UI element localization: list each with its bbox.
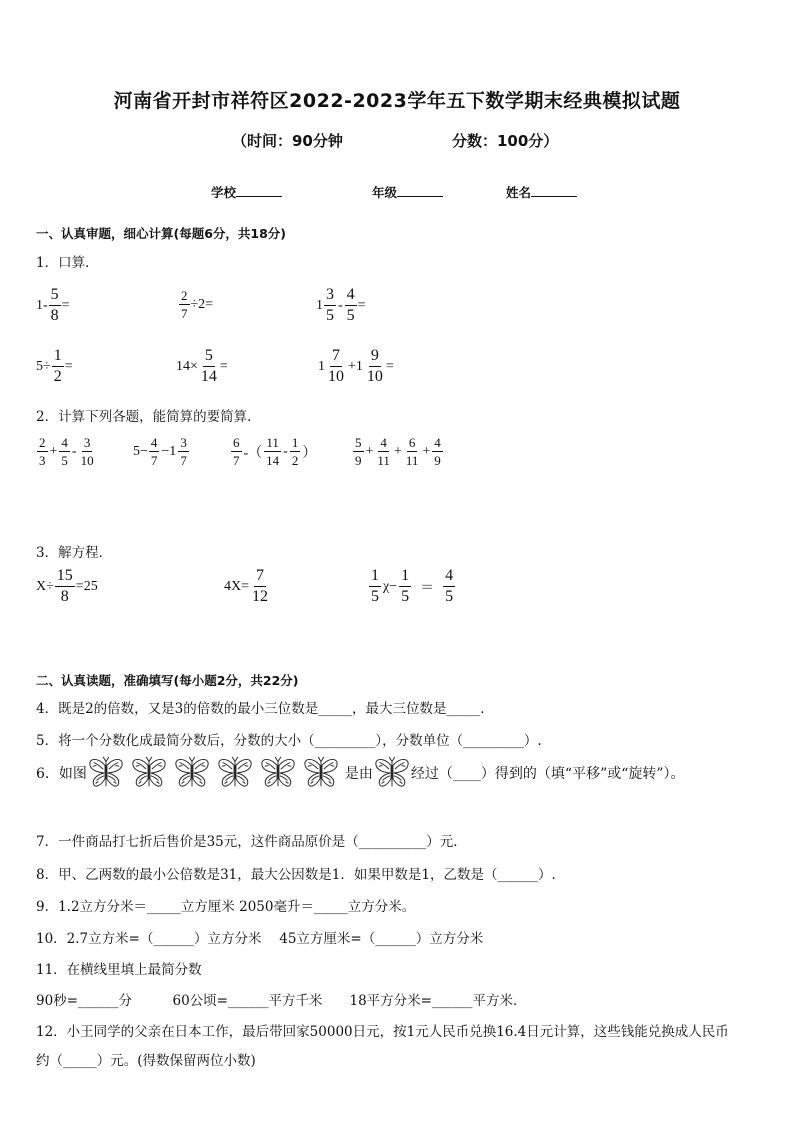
grade-field bbox=[372, 183, 443, 201]
q2c-n3: 1 bbox=[291, 435, 299, 450]
q1c-fraction2 bbox=[345, 287, 357, 324]
section2-heading: 二、认真读题，准确填写(每小题2分，共22分) bbox=[36, 673, 299, 688]
q2a-d3: 10 bbox=[80, 453, 94, 468]
q6-prefix: 6．如图 bbox=[36, 766, 87, 782]
q3b-fraction bbox=[250, 568, 270, 605]
q1d-tail: = bbox=[64, 358, 73, 374]
q1f-num2: 9 bbox=[369, 348, 381, 367]
q1c-op: - bbox=[338, 297, 343, 313]
q3c-d3: 5 bbox=[445, 588, 454, 605]
grade-label: 年级 bbox=[372, 185, 398, 200]
q2-item-c bbox=[230, 436, 317, 467]
q3c-f2 bbox=[399, 568, 411, 605]
q2c-d2: 14 bbox=[266, 453, 280, 468]
q2-item-a bbox=[36, 436, 97, 467]
q1-item-c bbox=[316, 287, 366, 324]
question-3: 3．解方程． bbox=[36, 545, 113, 561]
q1c-num2: 4 bbox=[345, 287, 357, 306]
q3a-tail: =25 bbox=[75, 578, 98, 594]
question-9: 9．1.2立方分米＝_____立方厘米 2050毫升＝_____立方分米。 bbox=[36, 899, 416, 915]
q2d-o3: + bbox=[422, 443, 431, 459]
q3c-n2: 1 bbox=[399, 568, 411, 587]
q1b-den: 7 bbox=[181, 306, 188, 321]
q2b-d1: 7 bbox=[150, 453, 158, 468]
q1f-fraction2 bbox=[365, 348, 385, 385]
q1a-whole: 1- bbox=[36, 297, 48, 313]
q1-item-a bbox=[36, 287, 70, 324]
q2c-f1 bbox=[231, 436, 242, 467]
q1-item-d bbox=[36, 348, 73, 385]
butterfly-icon bbox=[173, 754, 211, 792]
section1-heading: 一、认真审题，细心计算(每题6分，共18分) bbox=[36, 226, 287, 241]
q3c-n1: 1 bbox=[369, 568, 381, 587]
q3-item-a bbox=[36, 568, 98, 605]
question-4: 4．既是2的倍数，又是3的倍数的最小三位数是_____，最大三位数是_____． bbox=[36, 701, 494, 717]
q1a-tail: = bbox=[61, 297, 70, 313]
q2a-f3 bbox=[79, 436, 96, 467]
q6-mid: 是由 bbox=[344, 766, 373, 782]
q2a-n3: 3 bbox=[83, 435, 91, 450]
q1b-num: 2 bbox=[181, 288, 188, 303]
q3c-f3 bbox=[443, 568, 455, 605]
q1f-fraction1 bbox=[326, 348, 346, 385]
q2-item-b bbox=[133, 436, 190, 467]
q3b-num: 7 bbox=[254, 568, 266, 587]
q6-suffix: 经过（____）得到的（填“平移”或“旋转”）。 bbox=[410, 766, 685, 782]
q1b-fraction bbox=[179, 289, 190, 320]
q1e-den: 14 bbox=[200, 368, 217, 385]
school-field bbox=[211, 183, 282, 201]
q1e-fraction bbox=[199, 348, 219, 385]
q2d-n1: 5 bbox=[355, 435, 362, 450]
question-12-line1: 12．小王同学的父亲在日本工作，最后带回家50000日元，按1元人民币兑换16.4日元计算，这些钱能兑换成人民币 bbox=[36, 1024, 729, 1040]
q1c-den2: 5 bbox=[346, 307, 355, 324]
q3a-fraction bbox=[55, 568, 75, 605]
question-5: 5．将一个分数化成最简分数后，分数的大小（_________），分数单位（_________）. bbox=[36, 733, 542, 749]
q1c-den1: 5 bbox=[326, 307, 334, 324]
q1d-fraction bbox=[52, 348, 64, 385]
butterfly-icon bbox=[373, 754, 411, 792]
name-field bbox=[506, 183, 577, 201]
q1-item-f bbox=[318, 348, 394, 385]
school-label: 学校 bbox=[211, 185, 237, 200]
q1d-den: 2 bbox=[53, 368, 62, 385]
q3c-d2: 5 bbox=[401, 588, 410, 605]
q2c-o1: -（ bbox=[243, 445, 263, 461]
q3c-d1: 5 bbox=[371, 588, 379, 605]
q1f-num1: 7 bbox=[330, 348, 342, 367]
q2b-f2 bbox=[178, 436, 189, 467]
q3c-op: χ− bbox=[383, 578, 398, 594]
q2c-f3 bbox=[290, 436, 301, 467]
q2d-d2: 11 bbox=[377, 453, 390, 468]
q1a-num: 5 bbox=[49, 287, 61, 306]
q2b-f1 bbox=[149, 436, 160, 467]
q1a-den: 8 bbox=[50, 307, 59, 324]
exam-score: 分数：100分） bbox=[452, 132, 559, 150]
butterfly-row bbox=[87, 754, 345, 792]
butterfly-icon bbox=[216, 754, 254, 792]
q2c-d1: 7 bbox=[233, 453, 240, 468]
q3a-den: 8 bbox=[60, 588, 69, 605]
q2a-n2: 4 bbox=[61, 435, 68, 450]
q3b-den: 12 bbox=[252, 588, 269, 605]
q1c-tail: = bbox=[357, 297, 366, 313]
q3c-eq: ＝ bbox=[420, 580, 435, 596]
q2d-d1: 9 bbox=[355, 453, 362, 468]
q1d-whole: 5÷ bbox=[36, 358, 51, 374]
q1f-op: +1 bbox=[348, 358, 363, 374]
grade-blank[interactable] bbox=[397, 184, 443, 197]
q2a-d1: 3 bbox=[39, 453, 46, 468]
butterfly-icon bbox=[87, 754, 125, 792]
q1d-num: 1 bbox=[52, 348, 64, 367]
q2c-n1: 6 bbox=[233, 435, 240, 450]
q1f-whole: 1 bbox=[318, 358, 325, 374]
q2d-f4 bbox=[432, 436, 443, 467]
q1e-whole: 14× bbox=[176, 358, 198, 374]
q2a-f1 bbox=[37, 436, 48, 467]
question-1: 1．口算． bbox=[36, 255, 99, 271]
page-title: 河南省开封市祥符区2022-2023学年五下数学期末经典模拟试题 bbox=[113, 90, 681, 112]
q1c-whole: 1 bbox=[316, 297, 323, 313]
q1b-tail: ÷2= bbox=[190, 296, 214, 312]
q2d-d3: 11 bbox=[405, 453, 419, 468]
q2d-n2: 4 bbox=[380, 435, 387, 450]
name-label: 姓名 bbox=[506, 185, 532, 200]
question-11: 11．在横线里填上最简分数 bbox=[36, 962, 202, 978]
q2a-o1: + bbox=[49, 443, 58, 459]
q1c-num1: 3 bbox=[324, 287, 336, 306]
name-blank[interactable] bbox=[531, 184, 577, 197]
q2b-n2: 3 bbox=[180, 435, 187, 450]
q3b-lead: 4X= bbox=[224, 578, 250, 594]
q2a-f2 bbox=[59, 436, 70, 467]
q2b-op: −1 bbox=[161, 443, 177, 459]
question-6 bbox=[36, 754, 685, 792]
q2-item-d bbox=[352, 436, 444, 467]
q2c-d3: 2 bbox=[291, 453, 299, 468]
q1a-fraction bbox=[49, 287, 61, 324]
q3a-lead: X÷ bbox=[36, 578, 54, 594]
butterfly-single bbox=[373, 754, 411, 792]
q2b-n1: 4 bbox=[150, 435, 158, 450]
q2d-d4: 9 bbox=[434, 453, 441, 468]
question-8: 8．甲、乙两数的最小公倍数是31，最大公因数是1．如果甲数是1，乙数是（______）. bbox=[36, 867, 556, 883]
q1c-fraction1 bbox=[324, 287, 336, 324]
exam-time: （时间：90分钟 bbox=[232, 132, 343, 150]
q2d-n3: 6 bbox=[408, 435, 416, 450]
q2d-f2 bbox=[375, 436, 392, 467]
question-7: 7．一件商品打七折后售价是35元，这件商品原价是（__________）元． bbox=[36, 834, 467, 850]
question-12-line2: 约（_____）元。(得数保留两位小数) bbox=[36, 1053, 256, 1069]
q1f-den2: 10 bbox=[366, 368, 383, 385]
q1e-tail: = bbox=[219, 358, 228, 374]
q1-item-b bbox=[178, 289, 213, 320]
q2c-tail: ） bbox=[302, 445, 317, 461]
q2a-n1: 2 bbox=[39, 435, 46, 450]
q3a-num: 15 bbox=[55, 568, 75, 587]
q2c-f2 bbox=[264, 436, 281, 467]
q2d-o1: + bbox=[365, 443, 374, 459]
butterfly-icon bbox=[302, 754, 340, 792]
q2d-f1 bbox=[353, 436, 364, 467]
q2a-o2: - bbox=[71, 443, 77, 459]
school-blank[interactable] bbox=[236, 184, 282, 197]
q1f-den1: 10 bbox=[328, 368, 344, 385]
q2d-f3 bbox=[404, 436, 421, 467]
q2b-d2: 7 bbox=[180, 453, 187, 468]
question-2: 2．计算下列各题，能简算的要简算． bbox=[36, 409, 261, 425]
question-11-items: 90秒=______分 60公顷=______平方千米 18平方分米=______平方米． bbox=[36, 993, 527, 1009]
q3c-n3: 4 bbox=[443, 568, 455, 587]
q2a-d2: 5 bbox=[61, 453, 68, 468]
q2b-whole: 5− bbox=[133, 443, 148, 459]
question-10: 10．2.7立方米=（______）立方分米 45立方厘米=（______）立方分米 bbox=[36, 931, 484, 947]
q3c-f1 bbox=[369, 568, 381, 605]
butterfly-icon bbox=[130, 754, 168, 792]
q3-item-c bbox=[368, 568, 456, 605]
q2c-o2: - bbox=[283, 443, 288, 459]
q2c-n2: 11 bbox=[266, 435, 279, 450]
q1e-num: 5 bbox=[203, 348, 215, 367]
q3-item-b bbox=[224, 568, 271, 605]
butterfly-icon bbox=[259, 754, 297, 792]
q2d-o2: + bbox=[393, 443, 402, 459]
q1f-tail: = bbox=[385, 358, 394, 374]
q1-item-e bbox=[176, 348, 228, 385]
q2d-n4: 4 bbox=[434, 435, 441, 450]
